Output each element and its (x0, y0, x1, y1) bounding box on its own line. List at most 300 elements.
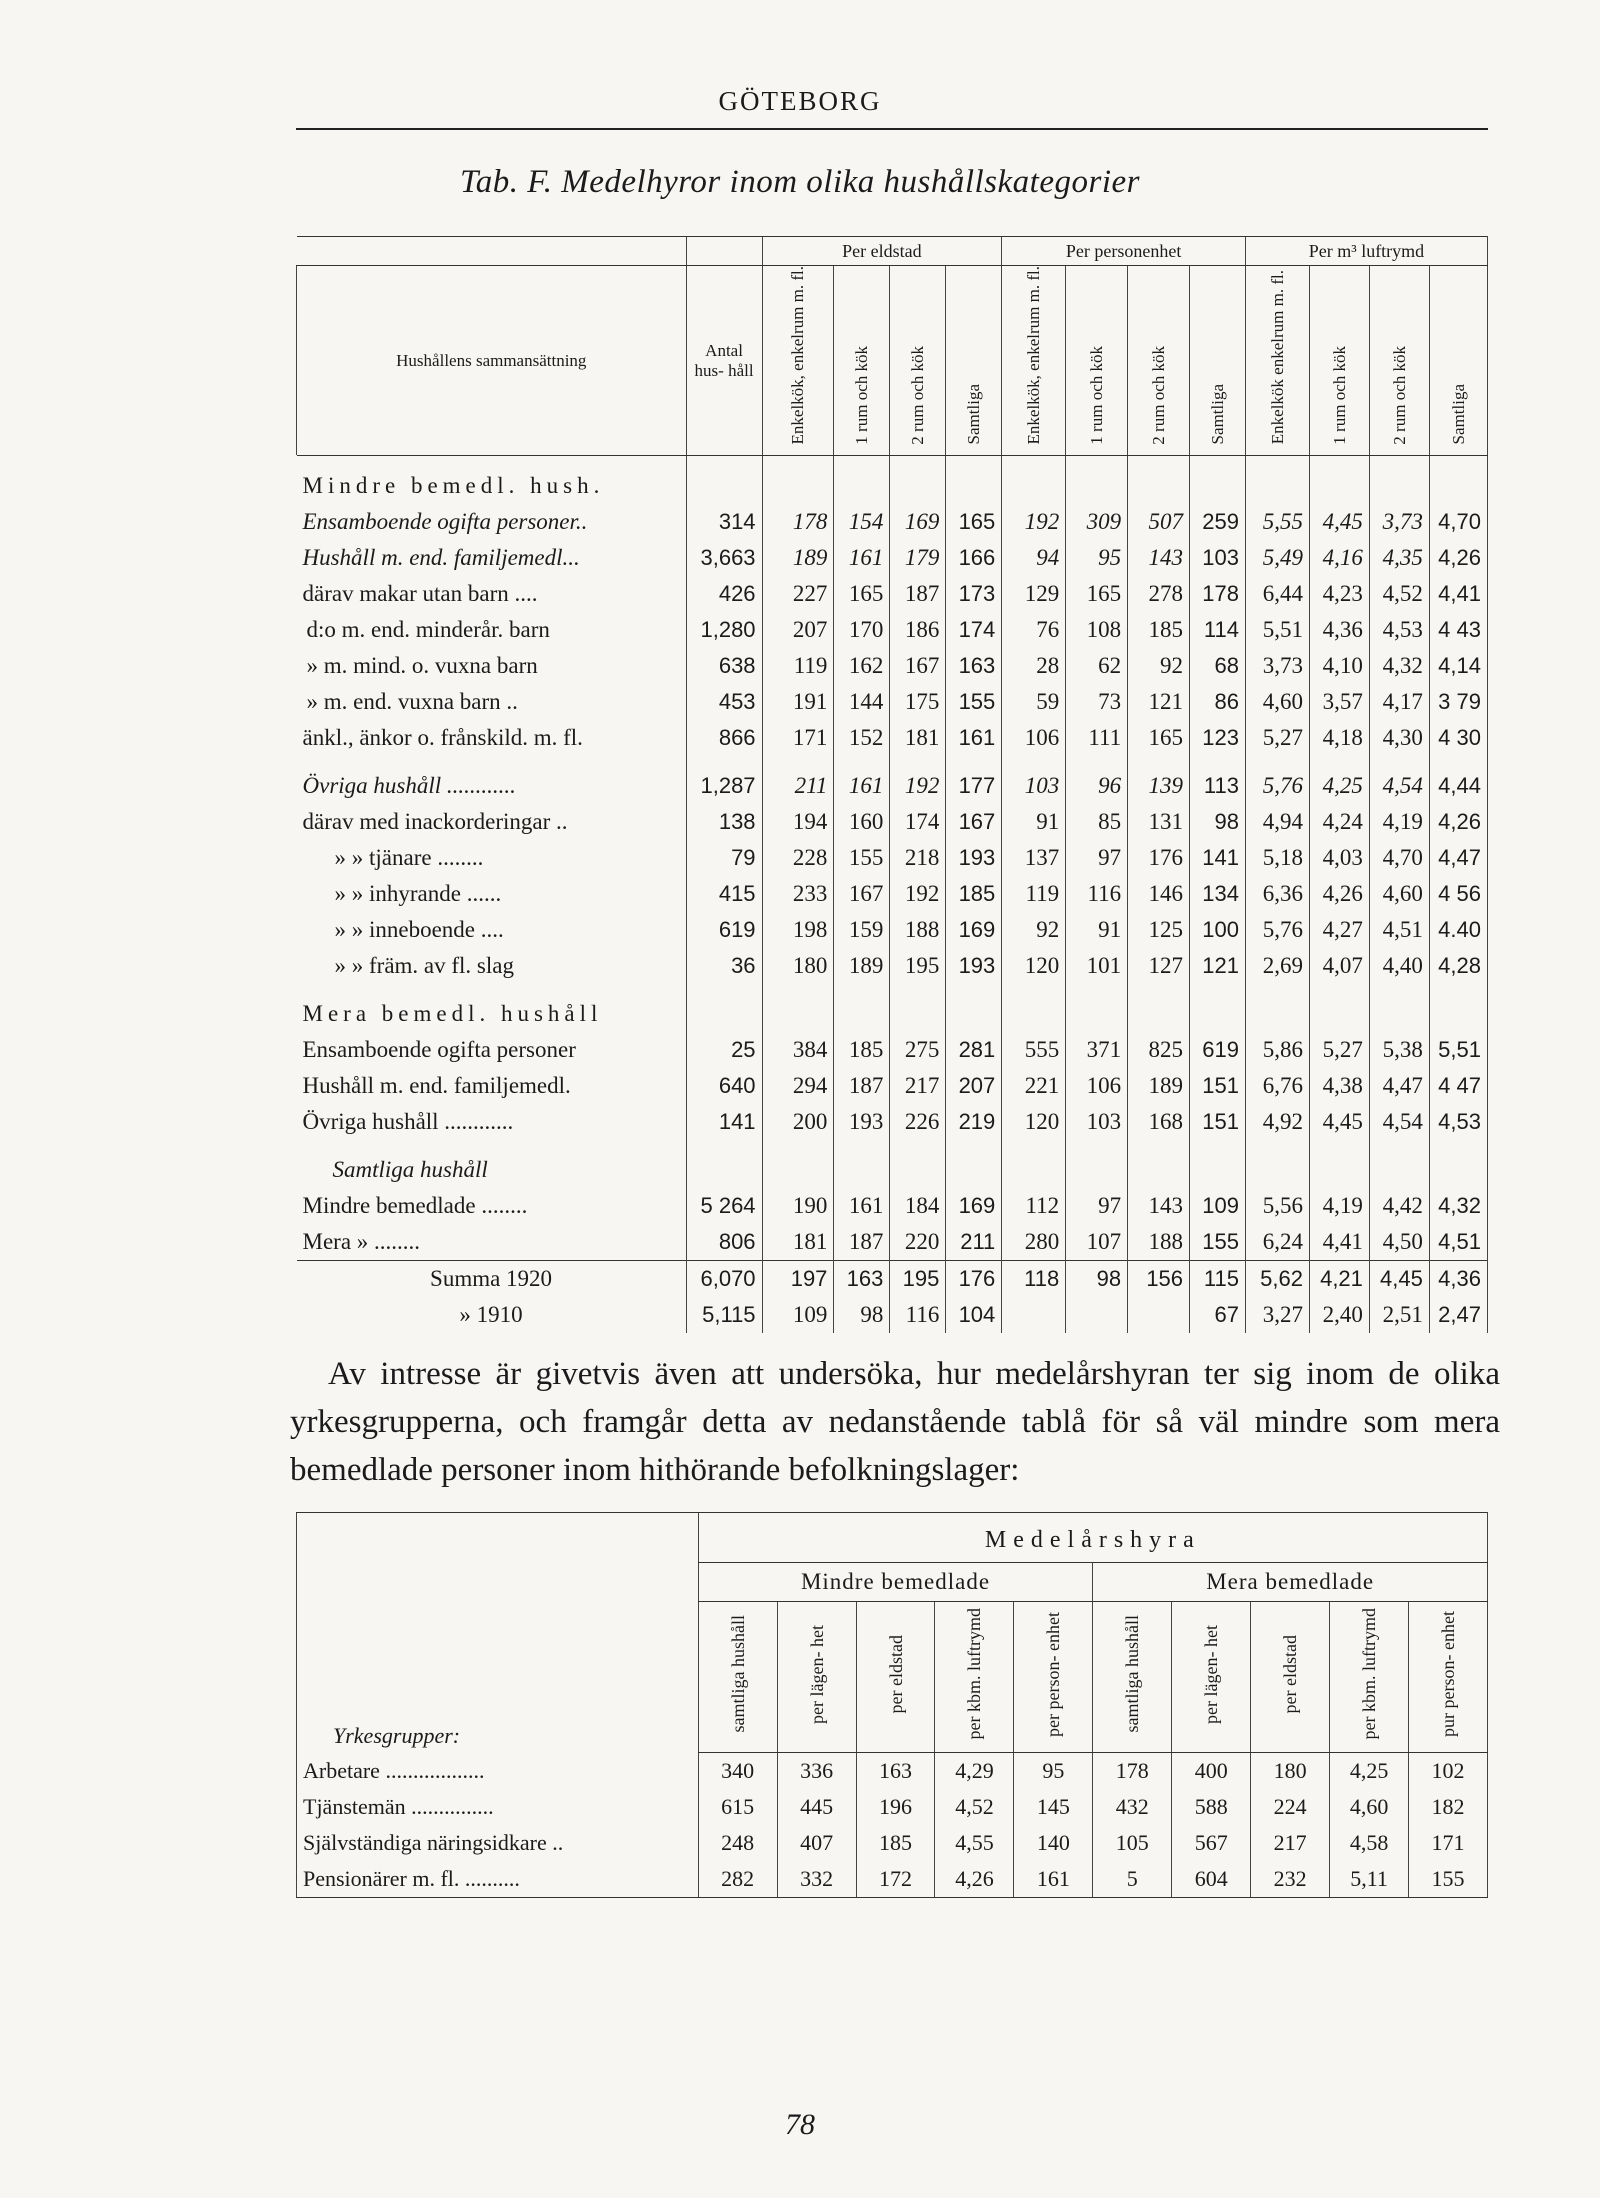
value-cell: 400 (1172, 1753, 1251, 1790)
value-e-2: 217 (890, 1068, 946, 1104)
antal-cell: 5 264 (686, 1188, 762, 1224)
value-e-0: 189 (762, 540, 834, 576)
value-p-3: 151 (1190, 1104, 1246, 1140)
value-m-3: 4 47 (1429, 1068, 1487, 1104)
row-label: änkl., änkor o. frånskild. m. fl. (302, 725, 583, 751)
spacer-cell (1128, 984, 1190, 996)
value-m-2: 4,35 (1369, 540, 1429, 576)
spacer-cell (1128, 1140, 1190, 1152)
ycol-mindre-header-cell (777, 1602, 856, 1753)
value-p-0: 280 (1002, 1224, 1066, 1261)
table-row (297, 576, 1488, 612)
header-rule (296, 128, 1488, 130)
table-yrkesgrupper (296, 1512, 1488, 1898)
antal-cell: 415 (686, 876, 762, 912)
value-e-2: 187 (890, 576, 946, 612)
empty-cell (1066, 468, 1128, 504)
value-cell: 5 (1093, 1861, 1172, 1898)
spacer-cell (1002, 756, 1066, 768)
antal-cell: 619 (686, 912, 762, 948)
value-m-1: 4,19 (1309, 1188, 1369, 1224)
row-label: därav makar utan barn .... (302, 581, 538, 607)
value-p-1: 116 (1066, 876, 1128, 912)
value-p-3: 109 (1190, 1188, 1246, 1224)
empty-cell (1002, 1152, 1066, 1188)
empty-cell (834, 1152, 890, 1188)
spacer-cell (890, 756, 946, 768)
value-m-2: 5,38 (1369, 1032, 1429, 1068)
value-m-3: 4,28 (1429, 948, 1487, 984)
value-m-2: 4,19 (1369, 804, 1429, 840)
value-m-1: 4,27 (1309, 912, 1369, 948)
value-p-2: 127 (1128, 948, 1190, 984)
empty-cell (1245, 468, 1309, 504)
row-label: d:o m. end. minderår. barn (306, 617, 550, 643)
table-row (297, 1224, 1488, 1261)
spacer-cell (762, 756, 834, 768)
table-row (297, 504, 1488, 540)
value-p-2: 176 (1128, 840, 1190, 876)
value-p-2: 168 (1128, 1104, 1190, 1140)
value-e-1: 167 (834, 876, 890, 912)
value-m-2: 4,60 (1369, 876, 1429, 912)
value-cell: 567 (1172, 1825, 1251, 1861)
value-m-1: 4,24 (1309, 804, 1369, 840)
spacer-row (297, 1140, 1488, 1152)
value-e-0: 384 (762, 1032, 834, 1068)
value-p-3: 98 (1190, 804, 1246, 840)
value-cell: 4,58 (1330, 1825, 1409, 1861)
value-p-2: 131 (1128, 804, 1190, 840)
ycol-mindre-1: per lägen- het (806, 1624, 827, 1724)
ycol-mera-4: pur person- enhet (1438, 1611, 1459, 1737)
value-m-0: 5,76 (1245, 912, 1309, 948)
value-m-1: 4,38 (1309, 1068, 1369, 1104)
value-p-2: 146 (1128, 876, 1190, 912)
value-m-2: 4,45 (1369, 1261, 1429, 1298)
value-e-1: 161 (834, 768, 890, 804)
value-m-0: 5,56 (1245, 1188, 1309, 1224)
ycol-mera-header-cell (1251, 1602, 1330, 1753)
spacer-cell (946, 756, 1002, 768)
empty-cell (1429, 996, 1487, 1032)
empty-cell (1245, 1152, 1309, 1188)
value-cell: 217 (1251, 1825, 1330, 1861)
ycol-mera-1: per lägen- het (1201, 1624, 1222, 1724)
value-p-2: 185 (1128, 612, 1190, 648)
value-e-2: 186 (890, 612, 946, 648)
table-row (297, 912, 1488, 948)
value-e-1: 189 (834, 948, 890, 984)
row-label: » » tjänare ........ (334, 845, 484, 871)
value-p-2: 156 (1128, 1261, 1190, 1298)
value-cell: 161 (1014, 1861, 1093, 1898)
value-cell: 102 (1409, 1753, 1488, 1790)
value-cell: 171 (1409, 1825, 1488, 1861)
spacer-cell (1309, 984, 1369, 996)
value-p-1: 106 (1066, 1068, 1128, 1104)
antal-cell: 426 (686, 576, 762, 612)
value-e-3: 155 (946, 684, 1002, 720)
value-e-2: 195 (890, 1261, 946, 1298)
value-e-0: 194 (762, 804, 834, 840)
empty-cell (1190, 1152, 1246, 1188)
value-p-0: 192 (1002, 504, 1066, 540)
value-m-1: 4,45 (1309, 1104, 1369, 1140)
value-e-1: 160 (834, 804, 890, 840)
value-p-3: 121 (1190, 948, 1246, 984)
table-f (296, 236, 1488, 1333)
value-p-2: 165 (1128, 720, 1190, 756)
spacer-cell (1309, 756, 1369, 768)
empty-cell (1066, 1152, 1128, 1188)
section-row (297, 1152, 1488, 1188)
value-cell: 5,11 (1330, 1861, 1409, 1898)
value-p-2: 188 (1128, 1224, 1190, 1261)
spacer-cell (1002, 984, 1066, 996)
value-e-3: 281 (946, 1032, 1002, 1068)
col-hushallens-sammansattning: Hushållens sammansättning (297, 266, 687, 456)
spacer-cell (1429, 984, 1487, 996)
value-e-1: 170 (834, 612, 890, 648)
value-e-1: 161 (834, 540, 890, 576)
empty-cell (1309, 468, 1369, 504)
medelarshyra-header: Medelårshyra (698, 1513, 1487, 1563)
value-e-1: 152 (834, 720, 890, 756)
value-e-0: 227 (762, 576, 834, 612)
empty-cell (686, 1152, 762, 1188)
value-e-3: 104 (946, 1297, 1002, 1333)
value-m-3: 4,26 (1429, 804, 1487, 840)
empty-cell (834, 996, 890, 1032)
value-p-0: 76 (1002, 612, 1066, 648)
spacer-cell (1066, 1140, 1128, 1152)
value-cell: 588 (1172, 1789, 1251, 1825)
table-row (297, 1261, 1488, 1298)
value-e-3: 193 (946, 840, 1002, 876)
value-p-1: 309 (1066, 504, 1128, 540)
spacer-cell (946, 456, 1002, 469)
value-p-3: 113 (1190, 768, 1246, 804)
empty-cell (1128, 468, 1190, 504)
value-p-1: 371 (1066, 1032, 1128, 1068)
mindre-bemedlade-header: Mindre bemedlade (698, 1563, 1093, 1602)
value-m-3: 4,14 (1429, 648, 1487, 684)
value-e-0: 228 (762, 840, 834, 876)
value-p-1: 101 (1066, 948, 1128, 984)
empty-cell (946, 996, 1002, 1032)
spacer-cell (1066, 756, 1128, 768)
value-p-1: 108 (1066, 612, 1128, 648)
value-p-1: 97 (1066, 840, 1128, 876)
table-row (297, 876, 1488, 912)
table-f-body (297, 456, 1488, 1334)
value-p-1: 103 (1066, 1104, 1128, 1140)
table-row (297, 1789, 1488, 1825)
value-e-2: 174 (890, 804, 946, 840)
value-p-3: 151 (1190, 1068, 1246, 1104)
spacer-cell (686, 984, 762, 996)
value-p-0: 120 (1002, 948, 1066, 984)
col-m-samtliga: Samtliga (1448, 384, 1468, 445)
table-row (297, 612, 1488, 648)
running-head: GÖTEBORG (718, 86, 882, 116)
ycol-mera-0: samtliga hushåll (1122, 1615, 1143, 1733)
value-cell: 172 (856, 1861, 935, 1898)
value-m-0: 5,62 (1245, 1261, 1309, 1298)
value-p-0: 91 (1002, 804, 1066, 840)
value-m-3: 5,51 (1429, 1032, 1487, 1068)
value-cell: 336 (777, 1753, 856, 1790)
value-p-1: 62 (1066, 648, 1128, 684)
value-p-0 (1002, 1297, 1066, 1333)
value-cell: 332 (777, 1861, 856, 1898)
value-m-1: 4,45 (1309, 504, 1369, 540)
group-per-eldstad: Per eldstad (762, 237, 1002, 266)
table-row (297, 1861, 1488, 1898)
ycol-mera-header-cell (1172, 1602, 1251, 1753)
antal-cell: 25 (686, 1032, 762, 1068)
value-m-1: 4,41 (1309, 1224, 1369, 1261)
value-p-3: 619 (1190, 1032, 1246, 1068)
empty-cell (946, 1152, 1002, 1188)
section-row (297, 996, 1488, 1032)
value-e-1: 163 (834, 1261, 890, 1298)
col-e-2rum: 2 rum och kök (908, 345, 928, 445)
ycol-mera-header-cell (1093, 1602, 1172, 1753)
value-m-1: 3,57 (1309, 684, 1369, 720)
value-e-2: 175 (890, 684, 946, 720)
value-m-1: 4,03 (1309, 840, 1369, 876)
spacer-cell (686, 1140, 762, 1152)
ycol-mindre-header-cell (1014, 1602, 1093, 1753)
value-e-1: 187 (834, 1224, 890, 1261)
value-cell: 163 (856, 1753, 935, 1790)
spacer-cell (1190, 756, 1246, 768)
spacer-cell (1429, 756, 1487, 768)
value-p-2: 121 (1128, 684, 1190, 720)
value-m-3: 4,51 (1429, 1224, 1487, 1261)
value-m-3: 4,26 (1429, 540, 1487, 576)
value-e-3: 207 (946, 1068, 1002, 1104)
value-cell: 4,55 (935, 1825, 1014, 1861)
empty-cell (890, 1152, 946, 1188)
value-e-0: 119 (762, 648, 834, 684)
row-label: Pensionärer m. fl. .......... (297, 1861, 699, 1898)
col-m-1rum: 1 rum och kök (1329, 345, 1349, 445)
value-m-1: 4,07 (1309, 948, 1369, 984)
spacer-cell (834, 456, 890, 469)
value-e-0: 200 (762, 1104, 834, 1140)
table-row (297, 648, 1488, 684)
value-e-1: 193 (834, 1104, 890, 1140)
value-e-3: 166 (946, 540, 1002, 576)
ycol-mindre-header-cell (698, 1602, 777, 1753)
value-p-3: 67 (1190, 1297, 1246, 1333)
spacer-row (297, 456, 1488, 469)
value-cell: 432 (1093, 1789, 1172, 1825)
value-m-0: 2,69 (1245, 948, 1309, 984)
value-m-2: 4,50 (1369, 1224, 1429, 1261)
spacer-cell (1128, 456, 1190, 469)
value-p-3: 123 (1190, 720, 1246, 756)
value-p-3: 68 (1190, 648, 1246, 684)
value-p-0: 120 (1002, 1104, 1066, 1140)
empty-cell (946, 468, 1002, 504)
row-label: Hushåll m. end. familjemedl. (302, 1073, 571, 1099)
row-label: Självständiga näringsidkare .. (297, 1825, 699, 1861)
empty-cell (890, 468, 946, 504)
value-m-3: 4,36 (1429, 1261, 1487, 1298)
row-label: Tjänstemän ............... (297, 1789, 699, 1825)
col-p-enkel: Enkelkök, enkelrum m. fl. (1024, 266, 1044, 445)
table-row (297, 1297, 1488, 1333)
value-p-3: 103 (1190, 540, 1246, 576)
row-label: Mera » ........ (302, 1229, 421, 1255)
value-e-0: 180 (762, 948, 834, 984)
antal-cell: 1,280 (686, 612, 762, 648)
value-e-1: 165 (834, 576, 890, 612)
value-m-0: 3,27 (1245, 1297, 1309, 1333)
value-cell: 407 (777, 1825, 856, 1861)
value-cell: 4,52 (935, 1789, 1014, 1825)
ycol-mindre-0: samtliga hushåll (727, 1615, 748, 1733)
value-m-2: 4,51 (1369, 912, 1429, 948)
row-label: » 1910 (459, 1302, 523, 1328)
table-row (297, 1825, 1488, 1861)
value-p-0: 92 (1002, 912, 1066, 948)
value-e-1: 162 (834, 648, 890, 684)
value-e-3: 161 (946, 720, 1002, 756)
mera-bemedlade-header: Mera bemedlade (1093, 1563, 1488, 1602)
value-m-1: 4,21 (1309, 1261, 1369, 1298)
ycol-mindre-header-cell (935, 1602, 1014, 1753)
spacer-cell (834, 756, 890, 768)
section-label: Samtliga hushåll (332, 1157, 488, 1183)
spacer-cell (762, 984, 834, 996)
table-y-body (297, 1753, 1488, 1898)
value-cell: 224 (1251, 1789, 1330, 1825)
value-e-0: 190 (762, 1188, 834, 1224)
antal-cell: 806 (686, 1224, 762, 1261)
value-e-1: 185 (834, 1032, 890, 1068)
value-e-2: 192 (890, 876, 946, 912)
spacer-cell (297, 756, 687, 768)
value-p-0: 94 (1002, 540, 1066, 576)
value-p-2 (1128, 1297, 1190, 1333)
value-p-0: 106 (1002, 720, 1066, 756)
antal-cell: 6,070 (686, 1261, 762, 1298)
spacer-cell (1245, 1140, 1309, 1152)
section-label: Mindre bemedl. hush. (302, 473, 605, 499)
value-e-1: 161 (834, 1188, 890, 1224)
value-p-1: 97 (1066, 1188, 1128, 1224)
empty-cell (890, 996, 946, 1032)
ycol-mera-header-cell (1409, 1602, 1488, 1753)
value-p-2: 825 (1128, 1032, 1190, 1068)
value-p-2: 189 (1128, 1068, 1190, 1104)
value-e-0: 198 (762, 912, 834, 948)
value-m-3: 2,47 (1429, 1297, 1487, 1333)
empty-cell (686, 468, 762, 504)
value-e-1: 159 (834, 912, 890, 948)
value-m-3: 4,70 (1429, 504, 1487, 540)
empty-cell (1309, 1152, 1369, 1188)
value-m-1: 5,27 (1309, 1032, 1369, 1068)
value-p-2: 507 (1128, 504, 1190, 540)
spacer-cell (1128, 756, 1190, 768)
value-m-3: 4,44 (1429, 768, 1487, 804)
row-label: Ensamboende ogifta personer.. (302, 509, 588, 535)
empty-cell (686, 996, 762, 1032)
value-e-0: 211 (762, 768, 834, 804)
value-p-3: 178 (1190, 576, 1246, 612)
antal-cell: 5,115 (686, 1297, 762, 1333)
value-m-2: 4,54 (1369, 1104, 1429, 1140)
spacer-cell (834, 984, 890, 996)
ycol-mindre-4: per person- enhet (1043, 1611, 1064, 1737)
value-e-3: 169 (946, 1188, 1002, 1224)
empty-cell (1128, 996, 1190, 1032)
value-cell: 4,60 (1330, 1789, 1409, 1825)
row-label: Mindre bemedlade ........ (302, 1193, 528, 1219)
value-m-1: 4,26 (1309, 876, 1369, 912)
value-p-3: 114 (1190, 612, 1246, 648)
empty-cell (834, 468, 890, 504)
value-cell: 340 (698, 1753, 777, 1790)
value-e-3: 169 (946, 912, 1002, 948)
value-e-2: 188 (890, 912, 946, 948)
spacer-cell (297, 1140, 687, 1152)
value-m-3: 3 79 (1429, 684, 1487, 720)
antal-cell: 638 (686, 648, 762, 684)
value-e-1: 98 (834, 1297, 890, 1333)
antal-cell: 141 (686, 1104, 762, 1140)
spacer-cell (1309, 1140, 1369, 1152)
row-label: » » främ. av fl. slag (334, 953, 514, 979)
value-cell: 140 (1014, 1825, 1093, 1861)
value-cell: 180 (1251, 1753, 1330, 1790)
row-label: Hushåll m. end. familjemedl... (302, 545, 580, 571)
value-cell: 4,26 (935, 1861, 1014, 1898)
paragraph-text: Av intresse är givetvis även att undersöka, hur medelårshyran ter sig inom de olika yrkesgrupperna, och framgår detta av nedanstående tablå för så väl mindre som mera bemedlade personer inom hithörande befolkningslager: (290, 1356, 1500, 1488)
empty-cell (1066, 996, 1128, 1032)
table-row (297, 1104, 1488, 1140)
empty-cell (1369, 996, 1429, 1032)
row-label: Övriga hushåll ............ (302, 1109, 514, 1135)
value-m-0: 5,86 (1245, 1032, 1309, 1068)
value-e-1: 144 (834, 684, 890, 720)
value-m-0: 4,92 (1245, 1104, 1309, 1140)
value-e-3: 174 (946, 612, 1002, 648)
value-m-2: 4,54 (1369, 768, 1429, 804)
value-e-0: 294 (762, 1068, 834, 1104)
row-label: Arbetare .................. (297, 1753, 699, 1790)
value-m-3: 4,41 (1429, 576, 1487, 612)
value-e-2: 179 (890, 540, 946, 576)
spacer-cell (946, 984, 1002, 996)
value-p-0: 221 (1002, 1068, 1066, 1104)
table-row (297, 840, 1488, 876)
value-m-1: 4,36 (1309, 612, 1369, 648)
spacer-cell (686, 456, 762, 469)
value-e-1: 187 (834, 1068, 890, 1104)
col-p-samtliga: Samtliga (1208, 384, 1227, 445)
row-label: » » inneboende .... (334, 917, 504, 943)
spacer-cell (1429, 456, 1487, 469)
value-e-3: 185 (946, 876, 1002, 912)
value-cell: 182 (1409, 1789, 1488, 1825)
